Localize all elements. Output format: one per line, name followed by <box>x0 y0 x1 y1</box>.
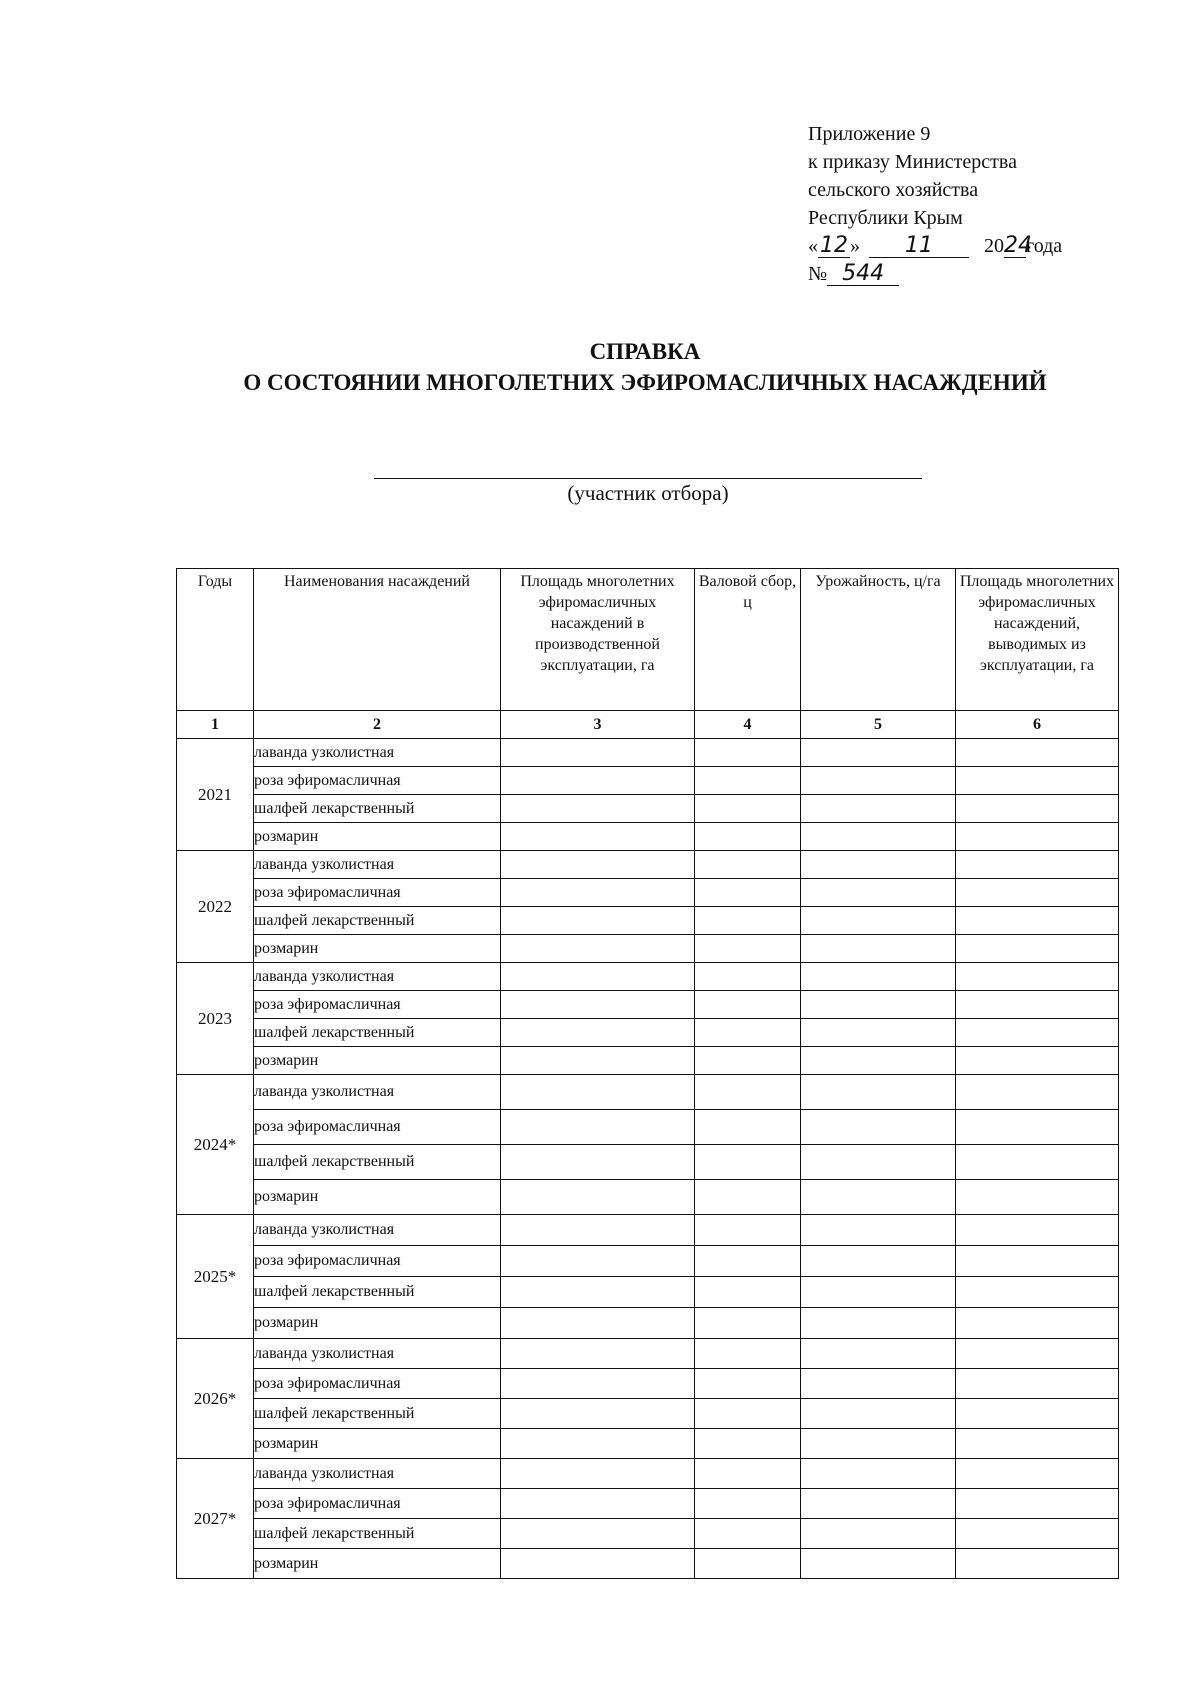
table-row <box>177 1019 1119 1047</box>
column-number: 1 <box>177 711 254 739</box>
empty-value-cell <box>801 823 956 851</box>
table-body <box>177 739 1119 1579</box>
empty-value-cell <box>956 1519 1119 1549</box>
crop-name-cell: шалфей лекарственный <box>254 907 501 935</box>
date-word: года <box>1026 235 1063 257</box>
crop-name-cell: роза эфиромасличная <box>254 767 501 795</box>
table-row <box>177 1339 1119 1369</box>
empty-value-cell <box>695 1339 801 1369</box>
date-quote-open: « <box>808 235 818 257</box>
empty-value-cell <box>956 907 1119 935</box>
empty-value-cell <box>801 1019 956 1047</box>
table-row <box>177 795 1119 823</box>
empty-value-cell <box>956 767 1119 795</box>
table-row <box>177 1399 1119 1429</box>
document-title <box>0 336 1200 398</box>
column-number: 3 <box>501 711 695 739</box>
empty-value-cell <box>801 1047 956 1075</box>
empty-value-cell <box>695 963 801 991</box>
header-gross-yield: Валовой сбор, ц <box>695 569 801 711</box>
empty-value-cell <box>695 1215 801 1246</box>
appendix-line: к приказу Министерства <box>808 151 1017 173</box>
crop-name-cell: розмарин <box>254 1429 501 1459</box>
empty-value-cell <box>956 1459 1119 1489</box>
order-date <box>808 232 1062 260</box>
year-cell: 2021 <box>177 739 254 851</box>
empty-value-cell <box>956 1308 1119 1339</box>
table-row <box>177 1145 1119 1180</box>
empty-value-cell <box>956 739 1119 767</box>
year-cell: 2024* <box>177 1075 254 1215</box>
empty-value-cell <box>501 879 695 907</box>
empty-value-cell <box>956 879 1119 907</box>
crop-name-cell: лаванда узколистная <box>254 963 501 991</box>
empty-value-cell <box>801 1369 956 1399</box>
crop-name-cell: шалфей лекарственный <box>254 1399 501 1429</box>
empty-value-cell <box>956 1019 1119 1047</box>
year-cell: 2025* <box>177 1215 254 1339</box>
year-cell: 2023 <box>177 963 254 1075</box>
participant-label: (участник отбора) <box>567 481 729 505</box>
table-row <box>177 1047 1119 1075</box>
empty-value-cell <box>695 739 801 767</box>
table-row <box>177 1075 1119 1110</box>
appendix-line: Республики Крым <box>808 207 963 229</box>
column-number-row <box>177 711 1119 739</box>
header-decommissioned-area: Площадь многолетних эфиромасличных насаждений, выводимых из эксплуатации, га <box>956 569 1119 711</box>
empty-value-cell <box>801 907 956 935</box>
table-row <box>177 879 1119 907</box>
empty-value-cell <box>695 1075 801 1110</box>
empty-value-cell <box>695 1145 801 1180</box>
empty-value-cell <box>801 1180 956 1215</box>
empty-value-cell <box>501 767 695 795</box>
appendix-line: Приложение 9 <box>808 123 931 145</box>
crop-name-cell: шалфей лекарственный <box>254 1145 501 1180</box>
crop-name-cell: роза эфиромасличная <box>254 1110 501 1145</box>
empty-value-cell <box>501 795 695 823</box>
date-quote-close: » <box>850 235 860 257</box>
title-line: СПРАВКА <box>589 339 701 364</box>
empty-value-cell <box>501 1308 695 1339</box>
table-row <box>177 739 1119 767</box>
empty-value-cell <box>501 1145 695 1180</box>
empty-value-cell <box>695 1399 801 1429</box>
crop-name-cell: шалфей лекарственный <box>254 795 501 823</box>
empty-value-cell <box>501 1246 695 1277</box>
empty-value-cell <box>956 1215 1119 1246</box>
empty-value-cell <box>501 823 695 851</box>
table-row <box>177 935 1119 963</box>
empty-value-cell <box>801 1459 956 1489</box>
empty-value-cell <box>801 1489 956 1519</box>
empty-value-cell <box>801 1075 956 1110</box>
empty-value-cell <box>956 1369 1119 1399</box>
table-row <box>177 907 1119 935</box>
plantings-table <box>176 568 1119 1579</box>
empty-value-cell <box>501 1399 695 1429</box>
empty-value-cell <box>695 1459 801 1489</box>
crop-name-cell: роза эфиромасличная <box>254 1369 501 1399</box>
number-prefix: № <box>808 263 828 285</box>
empty-value-cell <box>501 851 695 879</box>
table-row <box>177 1110 1119 1145</box>
empty-value-cell <box>801 1215 956 1246</box>
empty-value-cell <box>801 1308 956 1339</box>
header-production-area: Площадь многолетних эфиромасличных насаждений в производственной эксплуатации, га <box>501 569 695 711</box>
empty-value-cell <box>956 1429 1119 1459</box>
crop-name-cell: розмарин <box>254 1180 501 1215</box>
appendix-block <box>808 120 1062 288</box>
empty-value-cell <box>501 1075 695 1110</box>
crop-name-cell: розмарин <box>254 1308 501 1339</box>
empty-value-cell <box>695 795 801 823</box>
table-row <box>177 1308 1119 1339</box>
empty-value-cell <box>956 1047 1119 1075</box>
empty-value-cell <box>956 1489 1119 1519</box>
crop-name-cell: лаванда узколистная <box>254 739 501 767</box>
table-row <box>177 991 1119 1019</box>
empty-value-cell <box>695 1549 801 1579</box>
empty-value-cell <box>801 879 956 907</box>
header-years: Годы <box>177 569 254 711</box>
column-number: 5 <box>801 711 956 739</box>
empty-value-cell <box>801 1246 956 1277</box>
year-cell: 2022 <box>177 851 254 963</box>
crop-name-cell: роза эфиромасличная <box>254 1246 501 1277</box>
empty-value-cell <box>956 963 1119 991</box>
date-day: 12 <box>820 233 848 258</box>
empty-value-cell <box>695 767 801 795</box>
crop-name-cell: лаванда узколистная <box>254 1339 501 1369</box>
empty-value-cell <box>501 1047 695 1075</box>
empty-value-cell <box>801 739 956 767</box>
empty-value-cell <box>501 1110 695 1145</box>
header-productivity: Урожайность, ц/га <box>801 569 956 711</box>
header-plant-names: Наименования насаждений <box>254 569 501 711</box>
empty-value-cell <box>956 1180 1119 1215</box>
column-number: 4 <box>695 711 801 739</box>
crop-name-cell: лаванда узколистная <box>254 1215 501 1246</box>
crop-name-cell: розмарин <box>254 823 501 851</box>
empty-value-cell <box>956 991 1119 1019</box>
crop-name-cell: розмарин <box>254 935 501 963</box>
table-row <box>177 963 1119 991</box>
empty-value-cell <box>801 795 956 823</box>
empty-value-cell <box>695 1489 801 1519</box>
empty-value-cell <box>695 1047 801 1075</box>
empty-value-cell <box>801 1519 956 1549</box>
empty-value-cell <box>501 1489 695 1519</box>
crop-name-cell: шалфей лекарственный <box>254 1519 501 1549</box>
order-number <box>808 260 1062 288</box>
empty-value-cell <box>695 1519 801 1549</box>
year-cell: 2026* <box>177 1339 254 1459</box>
empty-value-cell <box>956 1145 1119 1180</box>
empty-value-cell <box>695 823 801 851</box>
empty-value-cell <box>956 1399 1119 1429</box>
table-header-row <box>177 569 1119 711</box>
participant-blank-line <box>374 478 922 479</box>
table-row <box>177 1489 1119 1519</box>
empty-value-cell <box>695 1277 801 1308</box>
table-row <box>177 1369 1119 1399</box>
crop-name-cell: лаванда узколистная <box>254 1459 501 1489</box>
crop-name-cell: лаванда узколистная <box>254 1075 501 1110</box>
empty-value-cell <box>956 823 1119 851</box>
title-line: О СОСТОЯНИИ МНОГОЛЕТНИХ ЭФИРОМАСЛИЧНЫХ НАСАЖДЕНИЙ <box>243 370 1047 395</box>
crop-name-cell: лаванда узколистная <box>254 851 501 879</box>
crop-name-cell: розмарин <box>254 1047 501 1075</box>
date-month: 11 <box>869 235 969 258</box>
table-row <box>177 1519 1119 1549</box>
empty-value-cell <box>801 935 956 963</box>
empty-value-cell <box>501 1180 695 1215</box>
table-row <box>177 1549 1119 1579</box>
empty-value-cell <box>801 767 956 795</box>
table-row <box>177 1180 1119 1215</box>
empty-value-cell <box>801 1549 956 1579</box>
crop-name-cell: роза эфиромасличная <box>254 879 501 907</box>
empty-value-cell <box>956 1246 1119 1277</box>
empty-value-cell <box>695 851 801 879</box>
empty-value-cell <box>501 907 695 935</box>
empty-value-cell <box>501 935 695 963</box>
empty-value-cell <box>801 963 956 991</box>
empty-value-cell <box>501 1339 695 1369</box>
table-row <box>177 1215 1119 1246</box>
empty-value-cell <box>501 1429 695 1459</box>
empty-value-cell <box>695 1429 801 1459</box>
empty-value-cell <box>695 1180 801 1215</box>
crop-name-cell: шалфей лекарственный <box>254 1277 501 1308</box>
empty-value-cell <box>801 1429 956 1459</box>
empty-value-cell <box>801 1145 956 1180</box>
table-row <box>177 851 1119 879</box>
date-year-prefix: 20 <box>984 235 1004 257</box>
crop-name-cell: роза эфиромасличная <box>254 1489 501 1519</box>
column-number: 2 <box>254 711 501 739</box>
empty-value-cell <box>501 1459 695 1489</box>
year-cell: 2027* <box>177 1459 254 1579</box>
order-number-value: 544 <box>827 263 899 286</box>
empty-value-cell <box>956 795 1119 823</box>
empty-value-cell <box>501 991 695 1019</box>
table-row <box>177 1246 1119 1277</box>
column-number: 6 <box>956 711 1119 739</box>
table-row <box>177 823 1119 851</box>
appendix-line: сельского хозяйства <box>808 179 979 201</box>
empty-value-cell <box>956 1339 1119 1369</box>
empty-value-cell <box>501 963 695 991</box>
table-row <box>177 767 1119 795</box>
empty-value-cell <box>501 739 695 767</box>
empty-value-cell <box>801 991 956 1019</box>
empty-value-cell <box>695 907 801 935</box>
date-year-suffix: 24 <box>1004 233 1032 258</box>
empty-value-cell <box>695 991 801 1019</box>
table-row <box>177 1429 1119 1459</box>
empty-value-cell <box>695 1110 801 1145</box>
empty-value-cell <box>501 1019 695 1047</box>
empty-value-cell <box>956 851 1119 879</box>
empty-value-cell <box>801 1339 956 1369</box>
empty-value-cell <box>956 1277 1119 1308</box>
empty-value-cell <box>956 1110 1119 1145</box>
empty-value-cell <box>956 935 1119 963</box>
empty-value-cell <box>695 1369 801 1399</box>
table-row <box>177 1277 1119 1308</box>
empty-value-cell <box>801 1277 956 1308</box>
empty-value-cell <box>956 1075 1119 1110</box>
crop-name-cell: шалфей лекарственный <box>254 1019 501 1047</box>
empty-value-cell <box>801 851 956 879</box>
empty-value-cell <box>695 879 801 907</box>
crop-name-cell: розмарин <box>254 1549 501 1579</box>
empty-value-cell <box>801 1110 956 1145</box>
empty-value-cell <box>501 1277 695 1308</box>
empty-value-cell <box>695 935 801 963</box>
empty-value-cell <box>501 1215 695 1246</box>
empty-value-cell <box>695 1308 801 1339</box>
empty-value-cell <box>695 1019 801 1047</box>
empty-value-cell <box>695 1246 801 1277</box>
empty-value-cell <box>501 1519 695 1549</box>
empty-value-cell <box>801 1399 956 1429</box>
table-row <box>177 1459 1119 1489</box>
empty-value-cell <box>501 1369 695 1399</box>
crop-name-cell: роза эфиромасличная <box>254 991 501 1019</box>
empty-value-cell <box>956 1549 1119 1579</box>
empty-value-cell <box>501 1549 695 1579</box>
